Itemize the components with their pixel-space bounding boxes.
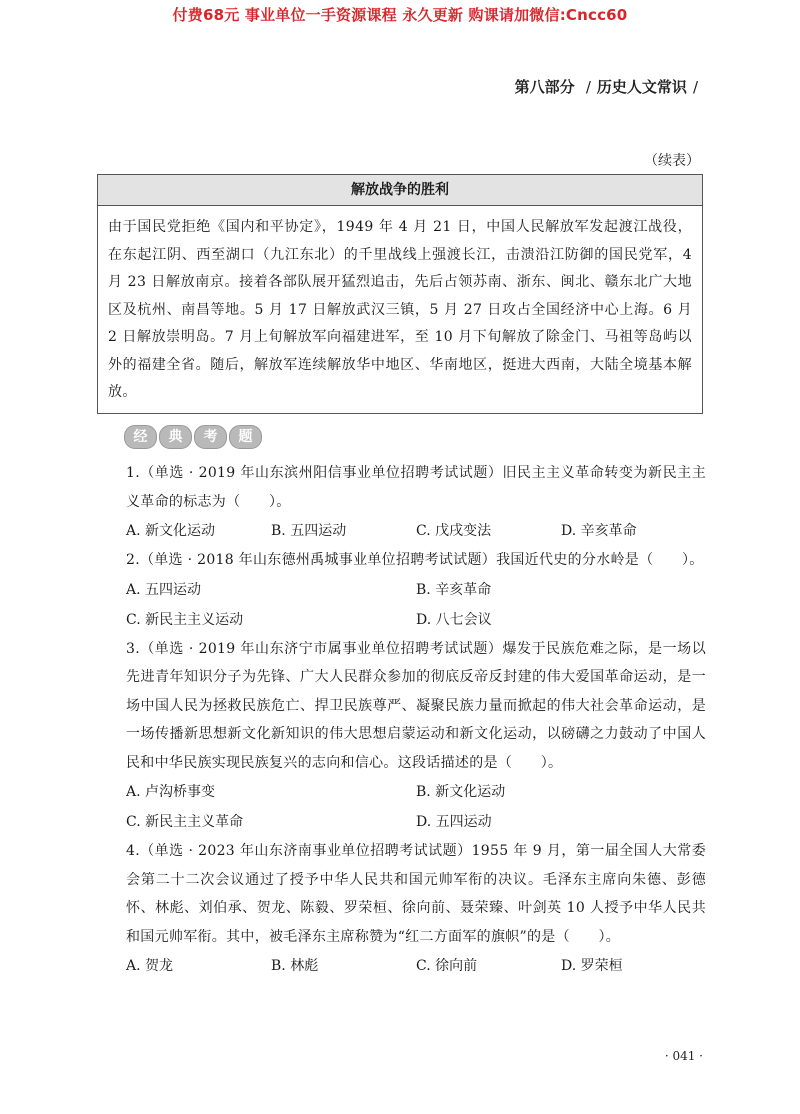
header-topic: 历史人文常识 (596, 78, 687, 96)
option-row (126, 516, 706, 546)
option-a[interactable]: A. 新文化运动 (126, 523, 216, 539)
option-c[interactable]: C. 新民主主义运动 (126, 611, 244, 628)
header-part: 第八部分 (514, 78, 575, 96)
question-stem: 3.（单选 · 2019 年山东济宁市属事业单位招聘考试试题）爆发于民族危难之际，是一场以先进青年知识分子为先锋、广大人民群众参加的彻底反帝反封建的伟大爱国革命运动，是一场中国人民为拯救民族危亡、捍卫民族尊严、凝聚民族力量而掀起的伟大社会革命运动，是一场传播新思想新文化新知识的伟大思想启蒙运动和新文化运动，以磅礴之力鼓动了中国人民和中华民族实现民族复兴的志向和信心。这段话描述的是（ ）。 (126, 640, 706, 771)
option-d[interactable]: D. 辛亥革命 (561, 523, 637, 539)
question-list (126, 459, 706, 981)
option-row (126, 951, 706, 981)
section-title-char: 考 (194, 425, 227, 449)
question-2 (126, 546, 706, 635)
question-1 (126, 459, 706, 546)
section-title-char: 经 (124, 425, 157, 449)
page-number: · 041 · (664, 1049, 703, 1063)
header-divider: / (585, 78, 591, 96)
option-row (126, 777, 706, 807)
option-d[interactable]: D. 八七会议 (416, 611, 492, 628)
option-b[interactable]: B. 新文化运动 (416, 784, 506, 800)
section-title-badge (124, 425, 262, 449)
option-d[interactable]: D. 罗荣桓 (561, 958, 623, 974)
option-c[interactable]: C. 戊戌变法 (416, 523, 492, 539)
option-a[interactable]: A. 贺龙 (126, 958, 174, 974)
option-c[interactable]: C. 徐向前 (416, 958, 478, 974)
option-d[interactable]: D. 五四运动 (416, 814, 492, 830)
option-row (126, 575, 706, 605)
option-c[interactable]: C. 新民主主义革命 (126, 814, 244, 830)
continued-label: （续表） (644, 153, 700, 169)
option-b[interactable]: B. 辛亥革命 (416, 581, 492, 598)
watermark-banner: 付费68元 事业单位一手资源课程 永久更新 购课请加微信:Cncc60 (172, 6, 628, 24)
option-row (126, 807, 706, 837)
option-b[interactable]: B. 林彪 (271, 958, 319, 974)
option-a[interactable]: A. 五四运动 (126, 581, 202, 598)
question-stem: 1.（单选 · 2019 年山东滨州阳信事业单位招聘考试试题）旧民主主义革命转变为新民主主义革命的标志为（ ）。 (126, 465, 706, 510)
question-stem: 2.（单选 · 2018 年山东德州禹城事业单位招聘考试试题）我国近代史的分水岭是（ ）。 (126, 552, 704, 568)
option-a[interactable]: A. 卢沟桥事变 (126, 784, 216, 800)
table-body-text: 由于国民党拒绝《国内和平协定》，1949 年 4 月 21 日，中国人民解放军发起渡江战役，在东起江阴、西至湖口（九江东北）的千里战线上强渡长江，击溃沿江防御的国民党军，4 月 23 日解放南京。接着各部队展开猛烈追击，先后占领苏南、浙东、闽北、赣东北广大地区及杭州、南昌等地。5 月 17 日解放武汉三镇，5 月 27 日攻占全国经济中心上海。6 月 2 日解放崇明岛。7 月上旬解放军向福建进军，至 10 月下旬解放了除金门、马祖等岛屿以外的福建全省。随后，解放军连续解放华中地区、华南地区，挺进大西南，大陆全境基本解放。 (108, 219, 692, 400)
page-header (515, 76, 704, 97)
table-title: 解放战争的胜利 (98, 175, 702, 206)
option-row (126, 605, 706, 635)
question-4 (126, 837, 706, 981)
section-title-char: 题 (229, 425, 262, 449)
option-b[interactable]: B. 五四运动 (271, 523, 347, 539)
section-title-char: 典 (159, 425, 192, 449)
header-divider-end: / (692, 78, 698, 96)
question-3 (126, 635, 706, 838)
question-stem: 4.（单选 · 2023 年山东济南事业单位招聘考试试题）1955 年 9 月，第一届全国人大常委会第二十二次会议通过了授予中华人民共和国元帅军衔的决议。毛泽东主席向朱德、彭德怀、林彪、刘伯承、贺龙、陈毅、罗荣桓、徐向前、聂荣臻、叶剑英 10 人授予中华人民共和国元帅军衔。其中，被毛泽东主席称赞为“红二方面军的旗帜”的是（ ）。 (126, 843, 706, 945)
info-table (97, 174, 703, 414)
